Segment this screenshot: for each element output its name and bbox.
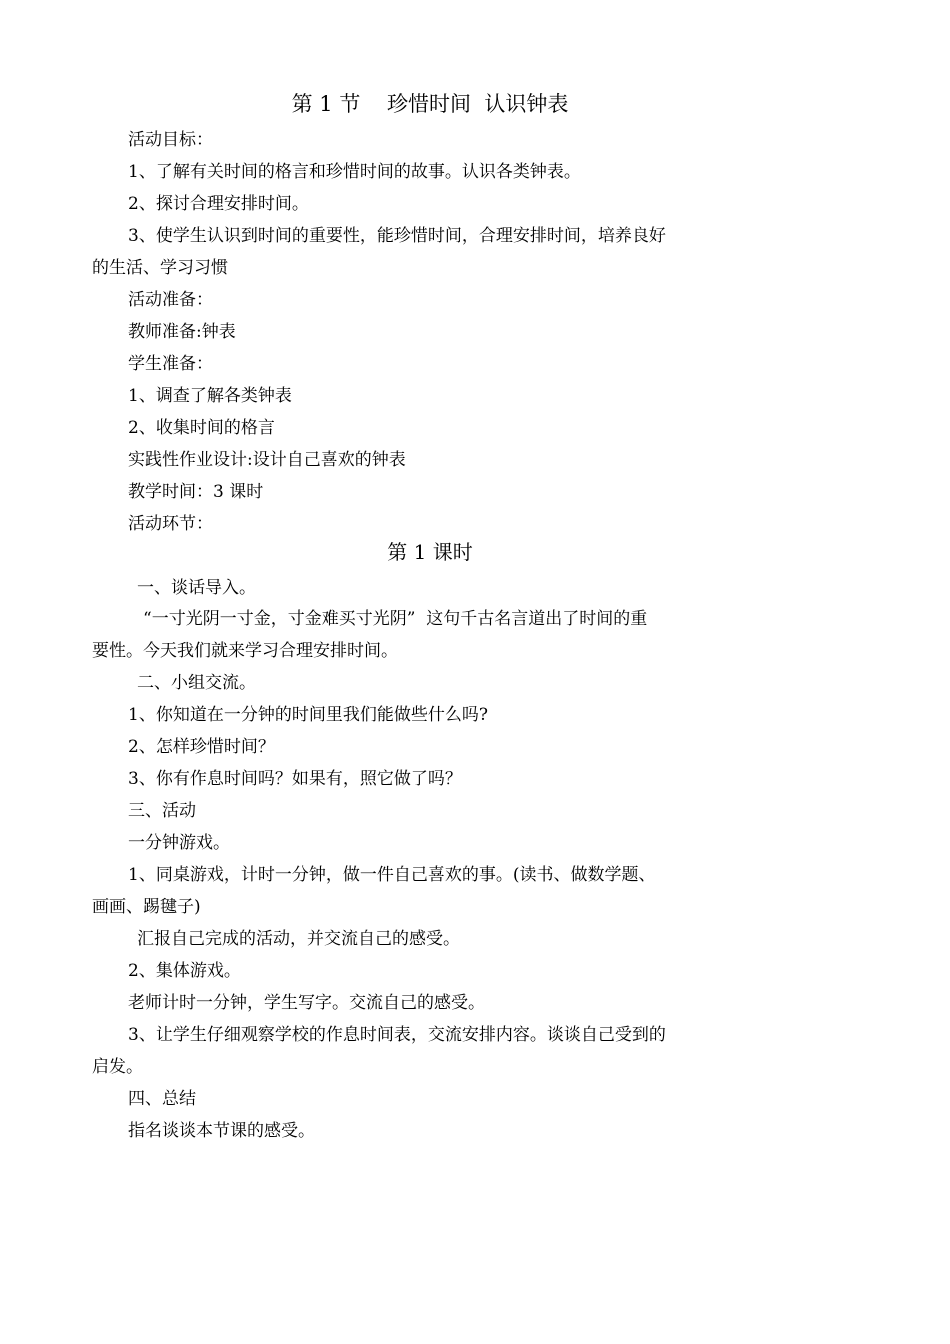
lesson-part-3: 三、活动 [128,801,196,821]
game-item-3-continued: 启发。 [92,1057,143,1077]
student-prep-item-2: 2、收集时间的格言 [128,418,275,438]
game-item-3: 3、让学生仔细观察学校的作息时间表，交流安排内容。谈谈自己受到的 [128,1025,666,1045]
prep-label: 活动准备： [128,290,213,310]
student-prep-label: 学生准备： [128,354,213,374]
goal-item-3-continued: 的生活、学习习惯 [92,258,228,278]
game-item-1: 1、同桌游戏，计时一分钟，做一件自己喜欢的事。(读书、做数学题、 [128,865,656,885]
game-item-2: 2、集体游戏。 [128,961,241,981]
teacher-prep: 教师准备:钟表 [128,322,236,342]
page-title: 第 1 节 珍惜时间 认识钟表 [291,92,569,116]
goals-label: 活动目标： [128,130,213,150]
game-item-1-continued: 画画、踢毽子) [92,897,201,917]
goal-item-1: 1、了解有关时间的格言和珍惜时间的故事。认识各类钟表。 [128,162,581,182]
question-3: 3、你有作息时间吗？如果有，照它做了吗？ [128,769,462,789]
lesson-part-4: 四、总结 [128,1089,196,1109]
lesson-part-1: 一、谈话导入。 [137,578,256,598]
steps-label: 活动环节： [128,514,213,534]
quote-line-continued: 要性。今天我们就来学习合理安排时间。 [92,641,398,661]
goal-item-3: 3、使学生认识到时间的重要性，能珍惜时间，合理安排时间，培养良好 [128,226,666,246]
lesson-title: 第 1 课时 [387,540,473,564]
teaching-time: 教学时间：3 课时 [128,482,264,502]
game-item-2-desc: 老师计时一分钟，学生写字。交流自己的感受。 [128,993,485,1013]
quote-line: “一寸光阴一寸金，寸金难买寸光阴” 这句千古名言道出了时间的重 [143,609,648,629]
report-line: 汇报自己完成的活动，并交流自己的感受。 [137,929,460,949]
homework-design: 实践性作业设计:设计自己喜欢的钟表 [128,450,406,470]
game-title: 一分钟游戏。 [128,833,230,853]
question-1: 1、你知道在一分钟的时间里我们能做些什么吗? [128,705,488,725]
summary-line: 指名谈谈本节课的感受。 [128,1121,315,1141]
goal-item-2: 2、探讨合理安排时间。 [128,194,309,214]
question-2: 2、怎样珍惜时间？ [128,737,275,757]
student-prep-item-1: 1、调查了解各类钟表 [128,386,292,406]
lesson-part-2: 二、小组交流。 [137,673,256,693]
